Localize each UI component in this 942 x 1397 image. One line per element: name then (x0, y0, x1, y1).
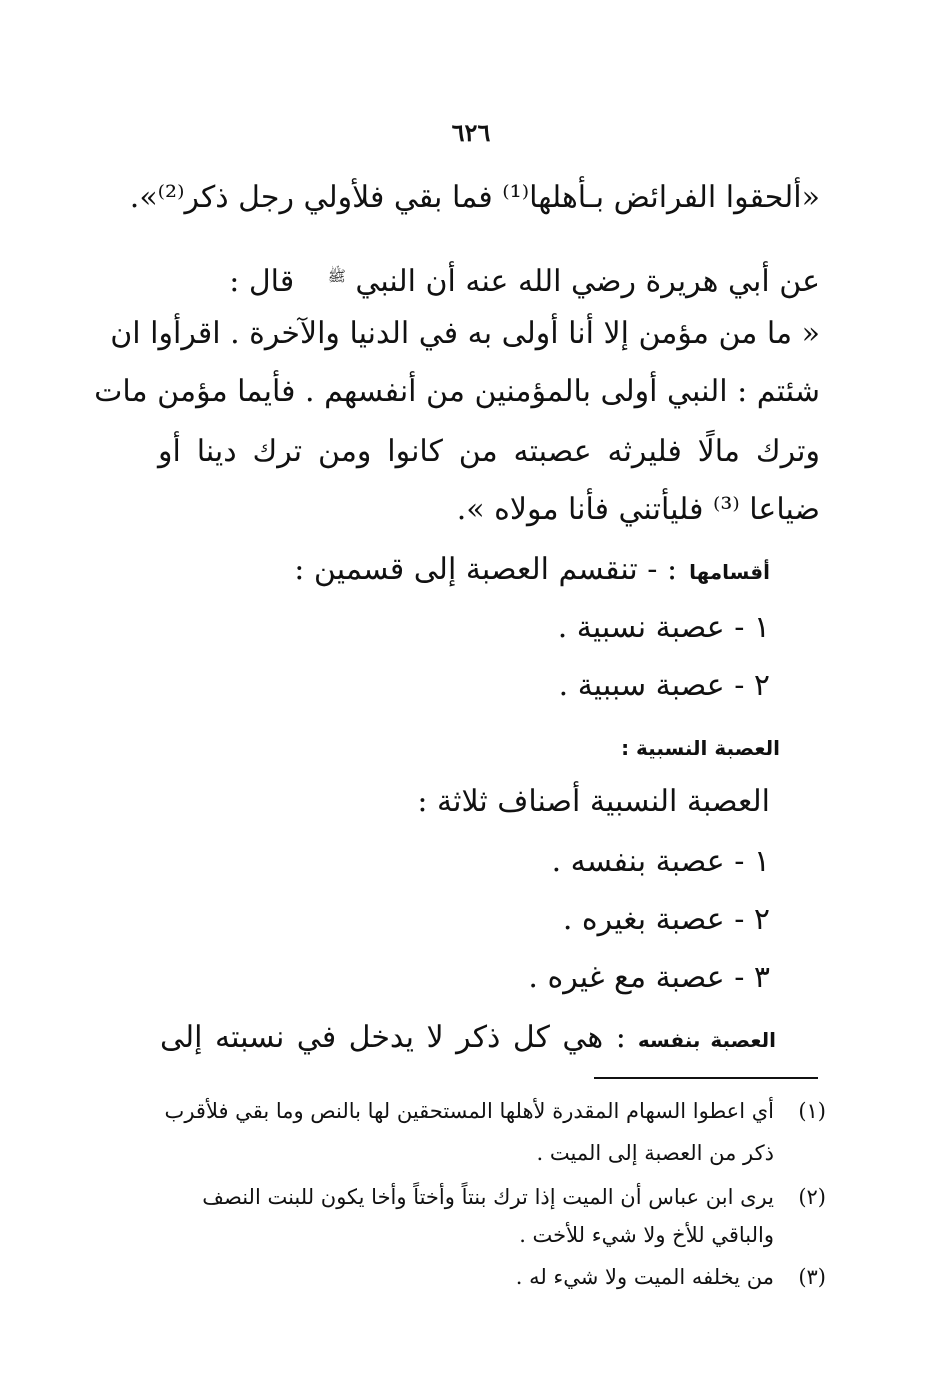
hadith-line-4: وترك مالًا فليرثه عصبته من كانوا ومن ترك دينا أو (158, 434, 820, 469)
footnote-1-number: (١) (798, 1099, 826, 1123)
type-item-3: ٣ - عصبة مع غيره . (528, 960, 770, 995)
narration-text: عن أبي هريرة رضي الله عنه أن النبي (355, 264, 820, 299)
type-item-1: ١ - عصبة بنفسه . (551, 844, 770, 879)
footnote-1-line-1: أي اعطوا السهام المقدرة لأهلها المستحقين لها بالنص وما بقي فلأقرب (164, 1099, 774, 1123)
definition-text: : هي كل ذكر لا يدخل في نسبته إلى (160, 1020, 626, 1055)
footnote-separator (594, 1077, 818, 1079)
hadith-line-3: شئتم : النبي أولى بالمؤمنين من أنفسهم . فأيما مؤمن مات (94, 374, 820, 409)
page-number: ٦٢٦ (451, 118, 491, 147)
footnote-3-number: (٣) (798, 1265, 826, 1289)
divisions-heading: أقسامها (689, 560, 770, 584)
qala-text: قال : (229, 264, 295, 299)
types-intro: العصبة النسبية أصناف ثلاثة : (417, 784, 770, 819)
footnote-1 (165, 1096, 826, 1126)
list-item-1: ١ - عصبة نسبية . (557, 610, 770, 645)
footnote-2-number: (٢) (798, 1185, 826, 1209)
definition-line (160, 1018, 776, 1060)
hadith-line-2: « ما من مؤمن إلا أنا أولى به في الدنيا والآخرة . اقرأوا ان (110, 316, 820, 351)
narration-line (229, 256, 820, 302)
divisions-line (294, 550, 770, 592)
footnote-2 (202, 1182, 826, 1212)
footnote-1-continuation: ذكر من العصبة إلى الميت . (536, 1141, 774, 1165)
footnote-3 (516, 1262, 826, 1292)
footnote-3-line-1: من يخلفه الميت ولا شيء له . (515, 1265, 774, 1289)
type-item-2: ٢ - عصبة بغيره . (562, 902, 770, 937)
hadith-line-5: ضياعا ⁽³⁾ فليأتني فأنا مولاه ». (456, 492, 820, 527)
divisions-text: : - تنقسم العصبة إلى قسمين : (294, 552, 678, 587)
definition-term: العصبة بنفسه (637, 1028, 776, 1052)
list-item-2: ٢ - عصبة سببية . (558, 668, 770, 703)
salawat-symbol: ﷺ (327, 267, 346, 285)
hadith-line-1: «ألحقوا الفرائض بـأهلها⁽¹⁾ فما بقي فلأولي رجل ذكر⁽²⁾». (129, 180, 820, 215)
section-heading: العصبة النسبية : (621, 736, 780, 760)
footnote-2-continuation: والباقي للأخ ولا شيء للأخت . (519, 1223, 774, 1247)
footnote-2-line-1: يرى ابن عباس أن الميت إذا ترك بنتاً وأختاً وأخا يكون للبنت النصف (202, 1185, 774, 1209)
